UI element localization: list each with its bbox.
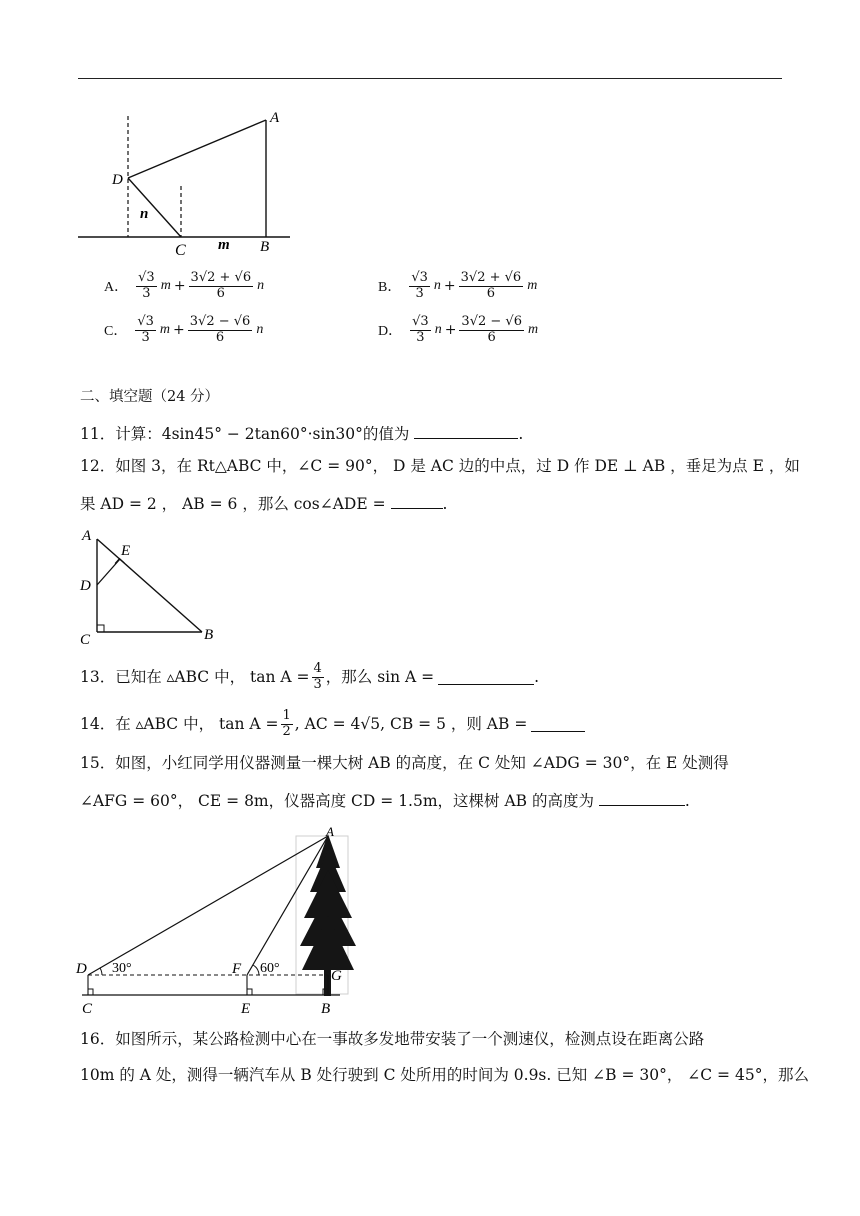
label-D: D	[80, 578, 91, 594]
question-16-line-1: 16．如图所示，某公路检测中心在一事故多发地带安装了一个测速仪，检测点设在距离公路	[80, 1030, 705, 1048]
question-12-text: 果 AD = 2 ， AB = 6 ，那么 cos∠ADE =	[80, 495, 386, 513]
label-30: 30°	[112, 961, 132, 976]
label-B: B	[204, 627, 214, 643]
question-16-line-2: 10m 的 A 处，测得一辆汽车从 B 处行驶到 C 处所用的时间为 0.9s. 已知 ∠B = 30°， ∠C = 45°，那么	[80, 1066, 809, 1084]
frac-num: √3	[411, 270, 428, 285]
question-15-line-1: 15．如图，小红同学用仪器测量一棵大树 AB 的高度，在 C 处知 ∠ADG = 30°，在 E 处测得	[80, 754, 729, 772]
answer-blank-15[interactable]	[599, 791, 685, 806]
option-D[interactable]	[378, 315, 540, 346]
var: m	[527, 322, 539, 338]
var: n	[256, 322, 264, 338]
frac-num: 1	[282, 708, 291, 723]
label-D: D	[112, 172, 123, 188]
operator: +	[443, 278, 456, 295]
label-A: A	[326, 824, 334, 839]
operator: +	[444, 322, 457, 339]
frac-den: 6	[487, 329, 496, 345]
question-11	[80, 424, 523, 443]
option-C[interactable]	[104, 315, 265, 346]
frac-den: 3	[142, 285, 151, 301]
frac-num: 3√2 + √6	[190, 270, 252, 285]
option-label: D．	[378, 324, 403, 340]
option-A[interactable]	[104, 271, 266, 302]
angle-arc-30	[100, 968, 102, 975]
option-label: C．	[104, 324, 128, 340]
label-B: B	[260, 239, 270, 255]
frac-den: 6	[216, 285, 225, 301]
var: m	[160, 278, 171, 294]
question-14	[80, 709, 585, 740]
figure-12-triangle	[72, 524, 232, 648]
period: .	[684, 792, 690, 810]
label-D: D	[76, 961, 87, 977]
label-60: 60°	[260, 961, 280, 976]
frac-num: 3√2 − √6	[189, 314, 251, 329]
answer-blank-11[interactable]	[414, 424, 518, 439]
question-15-text: ∠AFG = 60°， CE = 8m，仪器高度 CD = 1.5m，这棵树 AB 的高度为	[80, 792, 594, 810]
label-A: A	[270, 110, 280, 126]
option-label: A．	[104, 280, 129, 296]
frac-den: 3	[313, 676, 322, 692]
label-E: E	[241, 1001, 251, 1017]
section-heading: 二、填空题（24 分）	[80, 389, 220, 405]
frac-num: 3√2 + √6	[460, 270, 522, 285]
frac-den: 3	[416, 329, 425, 345]
question-13-text: 13．已知在 ▵ABC 中， tan A =	[80, 667, 310, 686]
label-G: G	[331, 968, 342, 984]
sight-line-DA	[88, 836, 328, 975]
frac-den: 2	[282, 723, 291, 739]
operator: +	[173, 278, 186, 295]
question-12-line-1: 12．如图 3，在 Rt△ABC 中，∠C = 90°， D 是 AC 边的中点，过 D 作 DE ⊥ AB ，垂足为点 E ，如	[80, 457, 800, 475]
frac-num: √3	[412, 314, 429, 329]
label-E: E	[121, 543, 131, 559]
operator: +	[173, 322, 185, 339]
frac-den: 6	[486, 285, 496, 301]
right-angle-mark-C	[97, 625, 104, 632]
label-A: A	[82, 528, 92, 544]
period: .	[442, 495, 448, 513]
frac-num: 4	[313, 661, 322, 676]
question-14-suffix: , AC = 4√5, CB = 5 ，则 AB =	[294, 714, 528, 733]
header-rule	[78, 78, 782, 79]
label-C: C	[80, 632, 91, 648]
answer-blank-14[interactable]	[531, 717, 585, 732]
angle-arc-60	[253, 965, 259, 975]
segment-DC	[128, 178, 181, 237]
option-label: B．	[378, 280, 402, 296]
var: n	[433, 278, 441, 294]
question-14-text: 14．在 ▵ABC 中， tan A =	[80, 714, 279, 733]
frac-den: 6	[215, 329, 225, 345]
question-13	[80, 662, 539, 693]
period: .	[534, 667, 540, 686]
label-B: B	[321, 1001, 331, 1017]
segment-DA	[128, 120, 266, 178]
period: .	[518, 425, 524, 443]
label-n: n	[140, 206, 149, 222]
label-C: C	[175, 242, 186, 258]
option-B[interactable]	[378, 271, 539, 302]
frac-num: 3√2 − √6	[461, 314, 522, 329]
answer-blank-13[interactable]	[438, 670, 534, 685]
figure-15-tree	[72, 820, 372, 1020]
frac-den: 3	[141, 329, 150, 345]
question-12-line-2	[80, 494, 447, 513]
right-angle-C	[88, 989, 93, 995]
question-15-line-2	[80, 791, 690, 810]
side-AB	[97, 539, 202, 632]
answer-blank-12[interactable]	[391, 494, 443, 509]
var: n	[434, 322, 442, 338]
frac-den: 3	[415, 285, 424, 301]
question-11-text: 11．计算：4sin45° − 2tan60°·sin30°的值为	[80, 425, 410, 443]
figure-1-diagram	[72, 108, 292, 258]
frac-num: √3	[137, 314, 154, 329]
label-m: m	[218, 237, 230, 253]
var: m	[159, 322, 171, 338]
segment-DE	[97, 559, 120, 585]
label-C: C	[82, 1001, 93, 1017]
question-13-suffix: ，那么 sin A =	[325, 667, 435, 686]
var: m	[527, 278, 538, 294]
var: n	[257, 278, 265, 294]
right-angle-E	[247, 989, 252, 995]
label-F: F	[232, 961, 242, 977]
frac-num: √3	[138, 270, 155, 285]
